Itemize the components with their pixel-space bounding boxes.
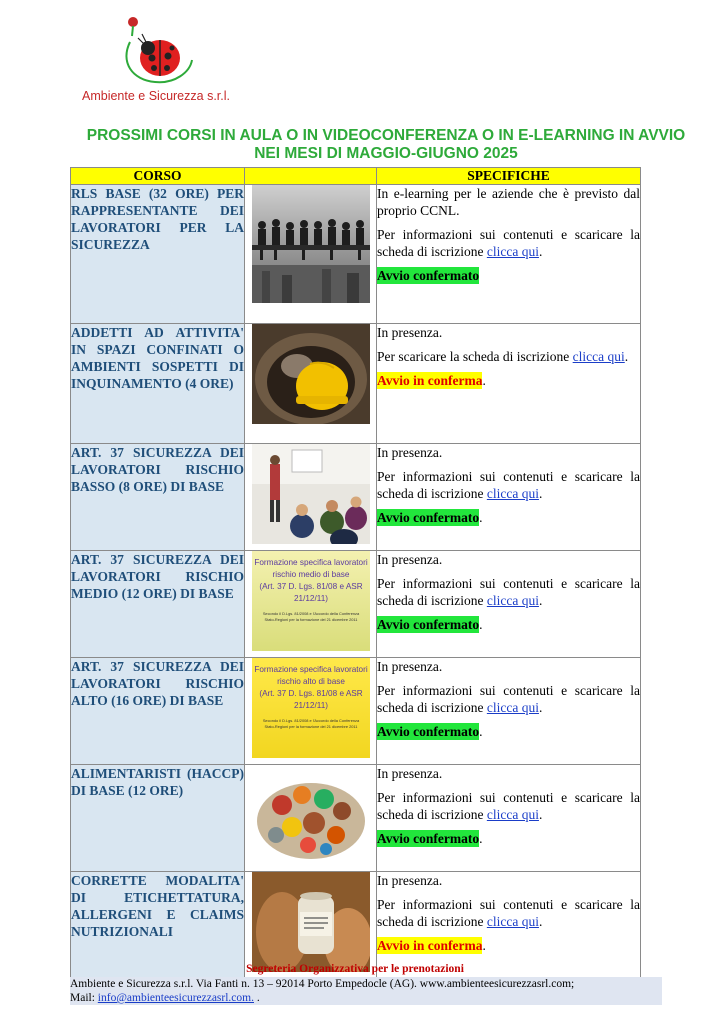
- courses-table: [70, 167, 641, 979]
- course-status-line: Avvio confermato.: [377, 831, 483, 846]
- table-row: [71, 765, 641, 872]
- subscribe-link[interactable]: clicca qui: [486, 700, 539, 715]
- status-badge: Avvio in conferma: [377, 373, 483, 388]
- card-line-3: (Art. 37 D. Lgs. 81/08 e ASR: [258, 582, 363, 591]
- course-image-cell: [245, 765, 377, 872]
- food-pile-photo: [252, 765, 370, 865]
- course-image-cell: [245, 185, 377, 324]
- subscribe-link[interactable]: clicca qui: [572, 349, 625, 364]
- logo-suffix: s.r.l.: [207, 89, 230, 103]
- footer-contacts: [70, 977, 662, 1005]
- table-row: [71, 324, 641, 444]
- course-info-line: Per informazioni sui contenuti e scaricare la scheda di iscrizione clicca qui.: [377, 576, 640, 608]
- course-status-line: Avvio in conferma.: [377, 373, 486, 388]
- classroom-training-photo: [252, 444, 370, 544]
- subscribe-link[interactable]: clicca qui: [486, 807, 539, 822]
- status-badge: Avvio confermato: [377, 617, 480, 632]
- subscribe-link[interactable]: clicca qui: [486, 593, 539, 608]
- course-info-line: Per informazioni sui contenuti e scaricare la scheda di iscrizione clicca qui.: [377, 790, 640, 822]
- course-info-line: Per informazioni sui contenuti e scaricare la scheda di iscrizione clicca qui.: [377, 683, 640, 715]
- course-info-line: Per informazioni sui contenuti e scaricare la scheda di iscrizione clicca qui.: [377, 469, 640, 501]
- card-small-2: Stato-Regioni per la formazione del 21 dicembre 2011: [264, 724, 357, 729]
- status-badge: Avvio confermato: [377, 510, 480, 525]
- course-name: ADDETTI AD ATTIVITA' IN SPAZI CONFINATI O AMBIENTI SOSPETTI DI INQUINAMENTO (4 ORE): [71, 324, 245, 444]
- course-image-cell: [245, 551, 377, 658]
- course-status-line: Avvio confermato.: [377, 617, 483, 632]
- card-line-1: Formazione specifica lavoratori: [253, 665, 368, 674]
- reading-label-photo: [252, 872, 370, 972]
- status-badge: Avvio confermato: [377, 268, 480, 283]
- card-line-3: (Art. 37 D. Lgs. 81/08 e ASR: [258, 689, 363, 698]
- footer-heading: Segreteria Organizzativa per le prenotazioni: [246, 963, 464, 975]
- card-line-2: rischio medio di base: [272, 570, 349, 579]
- course-mode: In presenza.: [377, 445, 443, 460]
- course-mode: In presenza.: [377, 873, 443, 888]
- course-specs: [377, 444, 641, 551]
- course-name: CORRETTE MODALITA' DI ETICHETTATURA, ALLERGENI E CLAIMS NUTRIZIONALI: [71, 872, 245, 979]
- course-specs: [377, 765, 641, 872]
- course-info: Per informazioni sui contenuti e scaricare la scheda di iscrizione: [377, 576, 640, 608]
- training-card-medio: [252, 551, 370, 651]
- card-small-1: Secondo il D.Lgs. 81/2008 e l'Accordo della Conferenza: [262, 718, 359, 723]
- card-small-2: Stato-Regioni per la formazione del 21 dicembre 2011: [264, 617, 357, 622]
- course-info-line: Per scaricare la scheda di iscrizione clicca qui.: [377, 349, 629, 364]
- course-info: Per informazioni sui contenuti e scaricare la scheda di iscrizione: [377, 897, 640, 929]
- table-row: [71, 551, 641, 658]
- card-small-1: Secondo il D.Lgs. 81/2008 e l'Accordo della Conferenza: [262, 611, 359, 616]
- course-info-line: Per informazioni sui contenuti e scaricare la scheda di iscrizione clicca qui.: [377, 897, 640, 929]
- course-name: ART. 37 SICUREZZA DEI LAVORATORI RISCHIO ALTO (16 ORE) DI BASE: [71, 658, 245, 765]
- header-specs: SPECIFICHE: [377, 168, 641, 185]
- table-header-row: [71, 168, 641, 185]
- card-line-1: Formazione specifica lavoratori: [253, 558, 368, 567]
- subscribe-link[interactable]: clicca qui: [486, 244, 539, 259]
- course-specs: [377, 551, 641, 658]
- card-line-4: 21/12/11): [293, 701, 328, 710]
- footer-mail-tail: .: [254, 992, 260, 1004]
- course-specs: [377, 324, 641, 444]
- training-card-alto: [252, 658, 370, 758]
- course-specs: [377, 185, 641, 324]
- course-image-cell: [245, 658, 377, 765]
- course-info: Per informazioni sui contenuti e scaricare la scheda di iscrizione: [377, 790, 640, 822]
- logo-wordmark: [82, 89, 230, 103]
- card-line-2: rischio alto di base: [276, 677, 345, 686]
- course-mode: In presenza.: [377, 766, 443, 781]
- table-row: [71, 444, 641, 551]
- course-mode: In presenza.: [377, 325, 443, 340]
- course-image-cell: [245, 444, 377, 551]
- course-name: RLS BASE (32 ORE) PER RAPPRESENTANTE DEI LAVORATORI PER LA SICUREZZA: [71, 185, 245, 324]
- course-info: Per informazioni sui contenuti e scaricare la scheda di iscrizione: [377, 469, 640, 501]
- status-badge: Avvio confermato: [377, 724, 480, 739]
- logo-company: Ambiente e Sicurezza: [82, 89, 204, 103]
- course-name: ART. 37 SICUREZZA DEI LAVORATORI RISCHIO MEDIO (12 ORE) DI BASE: [71, 551, 245, 658]
- course-specs: [377, 658, 641, 765]
- email-link[interactable]: info@ambienteesicurezzasrl.com.: [97, 992, 254, 1004]
- course-status-line: [377, 267, 640, 284]
- footer-address: Ambiente e Sicurezza s.r.l. Via Fanti n. 13 – 92014 Porto Empedocle (AG). www.ambienteesicurezzasrl.com;: [70, 978, 575, 990]
- subscribe-link[interactable]: clicca qui: [486, 486, 539, 501]
- course-mode: In presenza.: [377, 552, 443, 567]
- footer-mail-label: Mail:: [70, 992, 95, 1004]
- course-image-cell: [245, 324, 377, 444]
- card-line-4: 21/12/11): [293, 594, 328, 603]
- status-badge: Avvio confermato: [377, 831, 480, 846]
- course-info: Per scaricare la scheda di iscrizione: [377, 349, 570, 364]
- course-name: ART. 37 SICUREZZA DEI LAVORATORI RISCHIO BASSO (8 ORE) DI BASE: [71, 444, 245, 551]
- footer-mail-line: [70, 991, 662, 1005]
- header-course: CORSO: [71, 168, 245, 185]
- page-title: PROSSIMI CORSI IN AULA O IN VIDEOCONFERENZA O IN E-LEARNING IN AVVIO NEI MESI DI MAGGIO-GIUGNO 2025: [86, 127, 686, 162]
- worker-in-manhole-photo: [252, 324, 370, 424]
- workers-on-beam-photo: [252, 185, 370, 303]
- course-name: ALIMENTARISTI (HACCP) DI BASE (12 ORE): [71, 765, 245, 872]
- course-mode: In e-learning per le aziende che è previsto dal proprio CCNL.: [377, 186, 640, 218]
- course-status-line: Avvio confermato.: [377, 510, 483, 525]
- course-status-line: Avvio confermato.: [377, 724, 483, 739]
- header-blank: [245, 168, 377, 185]
- course-mode: In presenza.: [377, 659, 443, 674]
- course-status-line: Avvio in conferma.: [377, 938, 486, 953]
- subscribe-link[interactable]: clicca qui: [486, 914, 539, 929]
- course-info: Per informazioni sui contenuti e scaricare la scheda di iscrizione: [377, 227, 640, 259]
- course-info-line: Per informazioni sui contenuti e scaricare la scheda di iscrizione clicca qui.: [377, 227, 640, 259]
- status-badge: Avvio in conferma: [377, 938, 483, 953]
- table-row: [71, 658, 641, 765]
- table-row: [71, 185, 641, 324]
- course-info: Per informazioni sui contenuti e scaricare la scheda di iscrizione: [377, 683, 640, 715]
